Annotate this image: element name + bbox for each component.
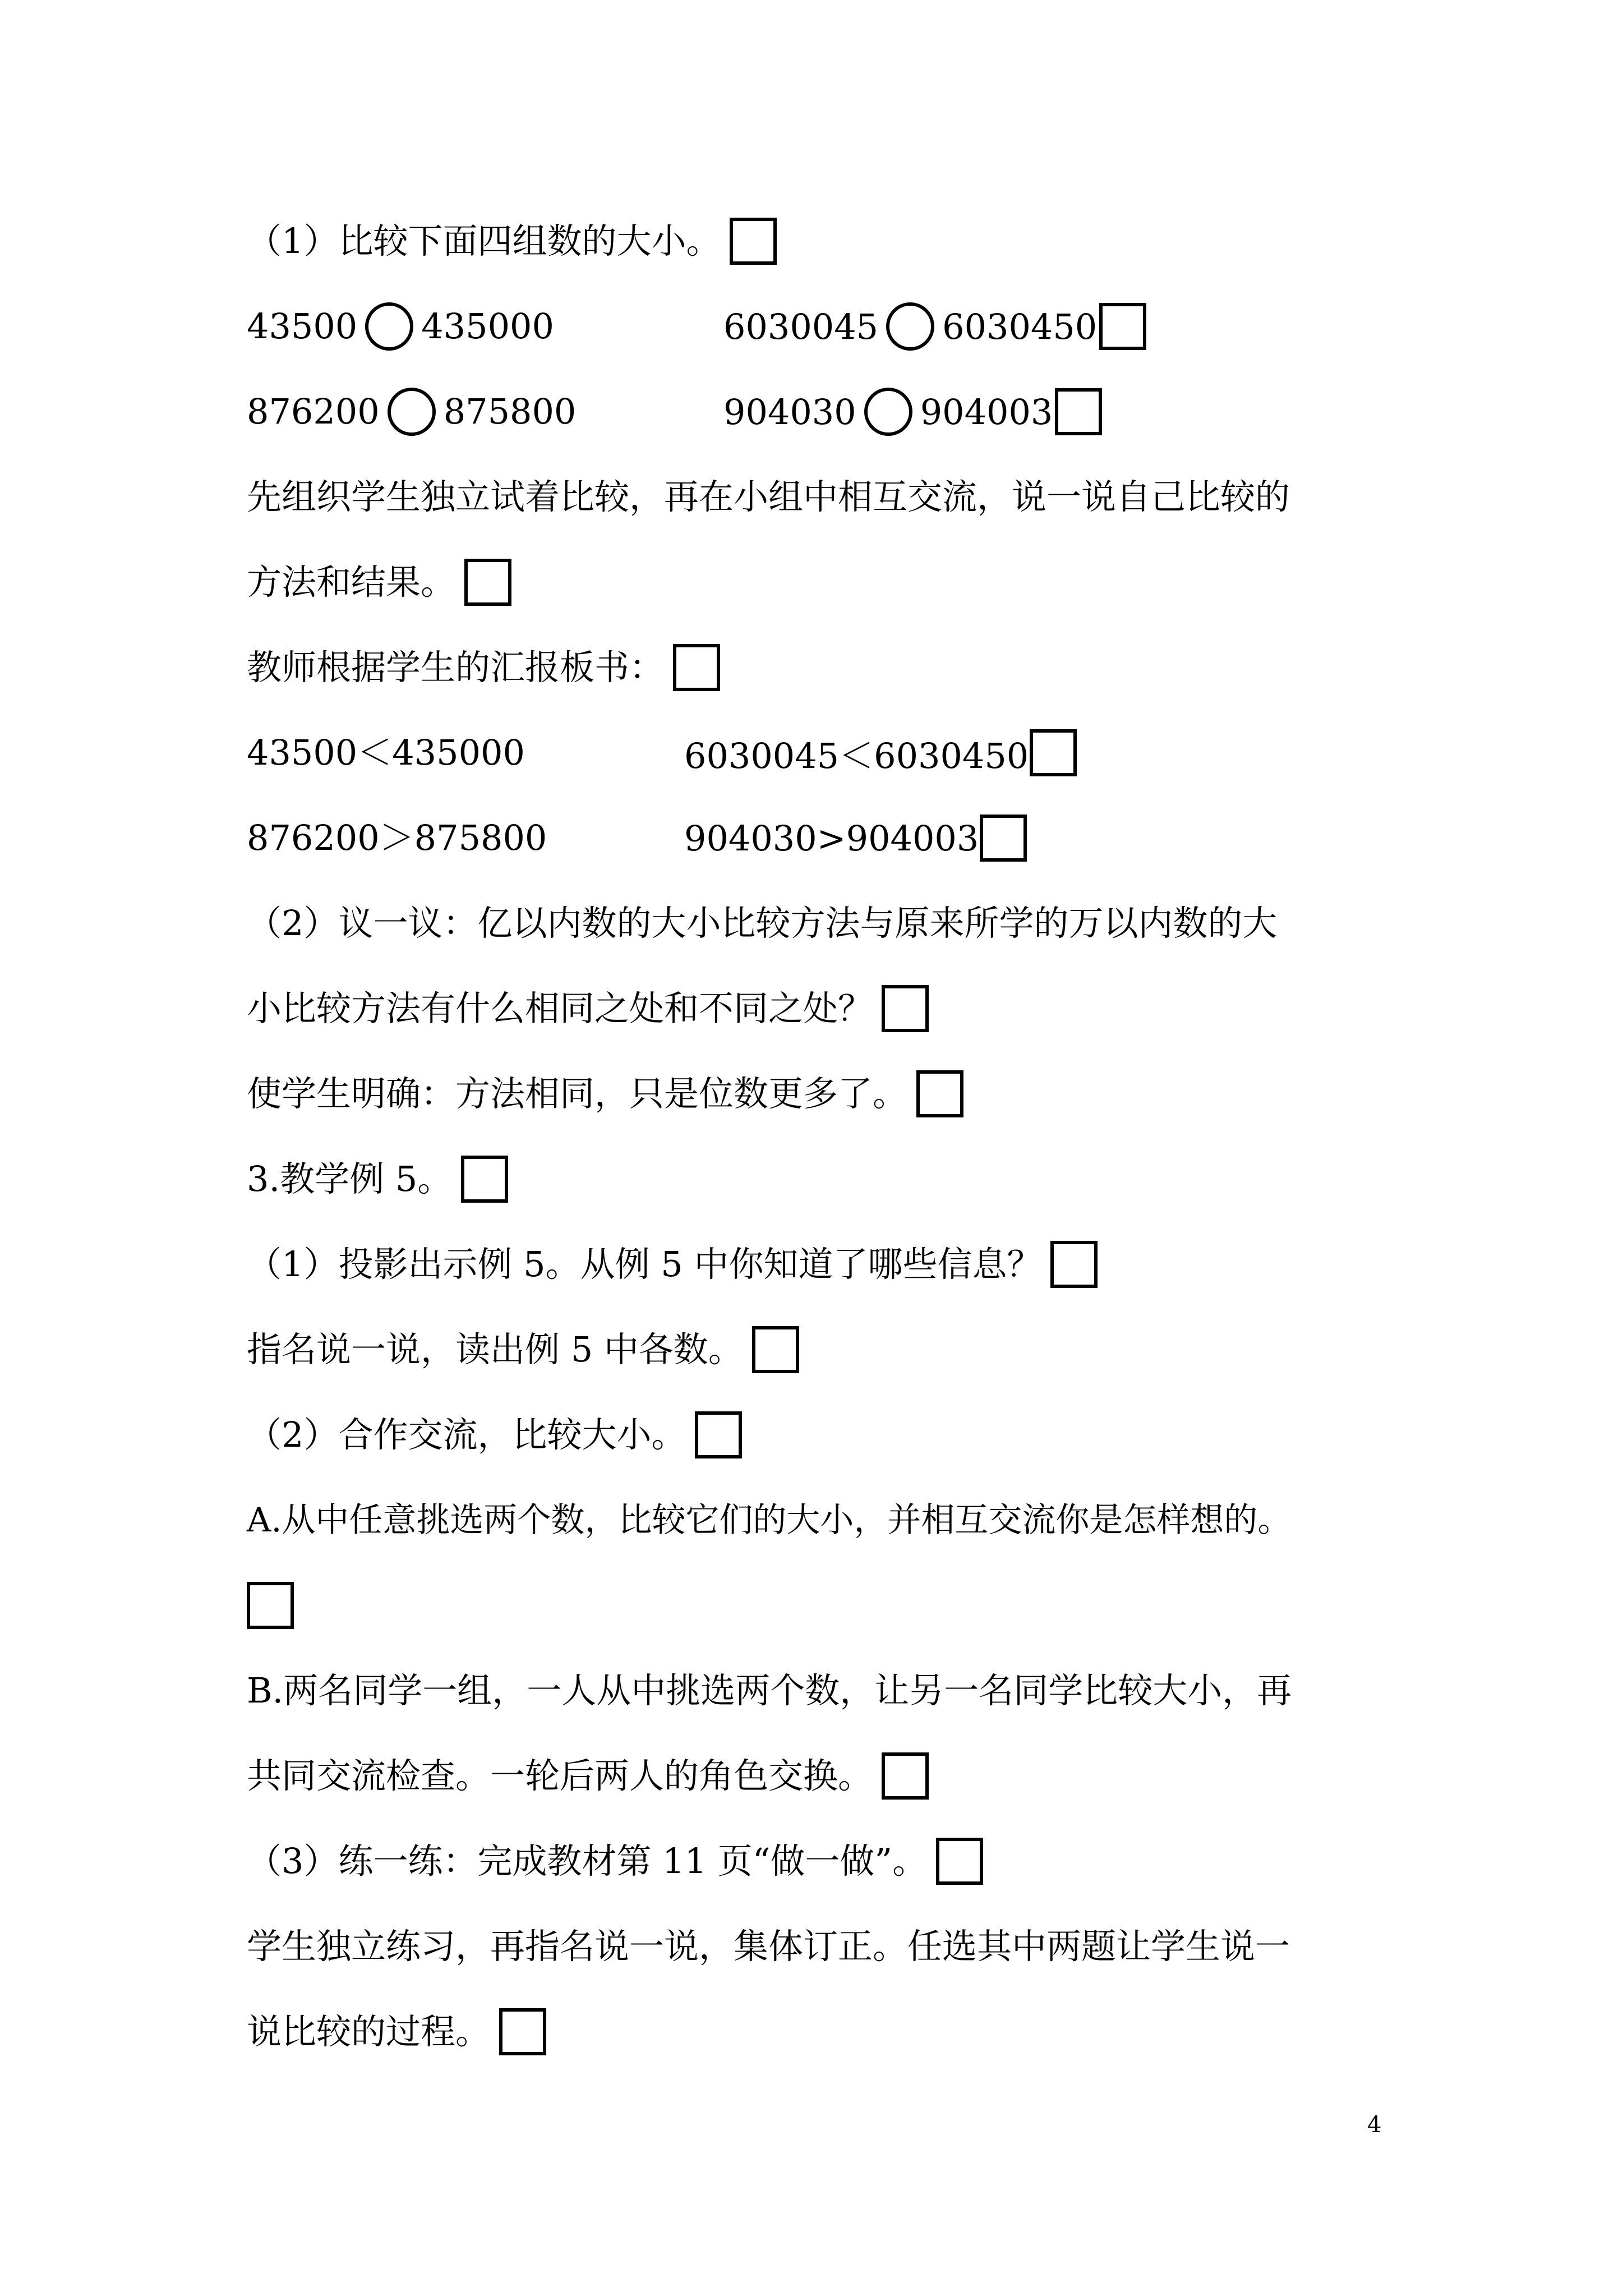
line-9: （2）议一议：亿以内数的大小比较方法与原来所学的万以内数的大 xyxy=(247,903,1278,944)
line-6: 教师根据学生的汇报板书： xyxy=(247,641,720,694)
compare-row-1: 43500 435000 xyxy=(247,300,554,353)
blank-circle[interactable] xyxy=(365,302,413,351)
compare-row-2-right: 904030 904003 xyxy=(723,385,1102,439)
checkbox-square[interactable] xyxy=(730,218,777,265)
checkbox-square[interactable] xyxy=(499,2008,546,2055)
line-10: 小比较方法有什么相同之处和不同之处？ xyxy=(247,982,929,1036)
line-4: 先组织学生独立试着比较，再在小组中相互交流，说一说自己比较的 xyxy=(247,476,1290,517)
line-17 xyxy=(247,1579,294,1632)
compare-row-2: 876200 875800 xyxy=(247,385,576,439)
line-11: 使学生明确：方法相同，只是位数更多了。 xyxy=(247,1067,963,1121)
line-1: （1）比较下面四组数的大小。 xyxy=(247,214,777,268)
line-14: 指名说一说，读出例 5 中各数。 xyxy=(247,1323,799,1377)
checkbox-square[interactable] xyxy=(1055,388,1102,435)
page-number: 4 xyxy=(1367,2112,1382,2138)
checkbox-square[interactable] xyxy=(882,1752,929,1800)
checkbox-square[interactable] xyxy=(464,559,511,606)
line-19: 共同交流检查。一轮后两人的角色交换。 xyxy=(247,1749,929,1803)
result-row-1: 43500＜435000 xyxy=(247,732,525,773)
checkbox-square[interactable] xyxy=(695,1411,742,1458)
checkbox-square[interactable] xyxy=(882,985,929,1032)
checkbox-square[interactable] xyxy=(1050,1241,1098,1288)
checkbox-square[interactable] xyxy=(247,1582,294,1629)
blank-circle[interactable] xyxy=(864,388,912,436)
line-22: 说比较的过程。 xyxy=(247,2005,546,2059)
line-16: A.从中任意挑选两个数，比较它们的大小，并相互交流你是怎样想的。 xyxy=(247,1501,1292,1540)
checkbox-square[interactable] xyxy=(936,1838,983,1885)
blank-circle[interactable] xyxy=(388,388,436,436)
result-row-2: 876200＞875800 xyxy=(247,817,547,858)
line-21: 学生独立练习，再指名说一说，集体订正。任选其中两题让学生说一 xyxy=(247,1926,1290,1967)
checkbox-square[interactable] xyxy=(673,644,720,691)
checkbox-square[interactable] xyxy=(1030,729,1077,776)
result-row-1-right: 6030045＜6030450 xyxy=(684,726,1077,780)
checkbox-square[interactable] xyxy=(461,1156,508,1203)
line-5: 方法和结果。 xyxy=(247,555,511,609)
result-row-2-right: 904030>904003 xyxy=(684,811,1027,865)
checkbox-square[interactable] xyxy=(916,1070,963,1117)
compare-row-1-right: 6030045 6030450 xyxy=(723,300,1146,353)
line-20: （3）练一练：完成教材第 11 页“做一做”。 xyxy=(247,1834,983,1888)
checkbox-square[interactable] xyxy=(752,1326,799,1373)
line-12: 3.教学例 5。 xyxy=(247,1152,508,1206)
checkbox-square[interactable] xyxy=(980,815,1027,862)
line-15: （2）合作交流，比较大小。 xyxy=(247,1408,742,1462)
line-13: （1）投影出示例 5。从例 5 中你知道了哪些信息？ xyxy=(247,1237,1098,1291)
line-18: B.两名同学一组，一人从中挑选两个数，让另一名同学比较大小，再 xyxy=(247,1670,1292,1711)
checkbox-square[interactable] xyxy=(1099,303,1146,350)
blank-circle[interactable] xyxy=(886,302,934,351)
